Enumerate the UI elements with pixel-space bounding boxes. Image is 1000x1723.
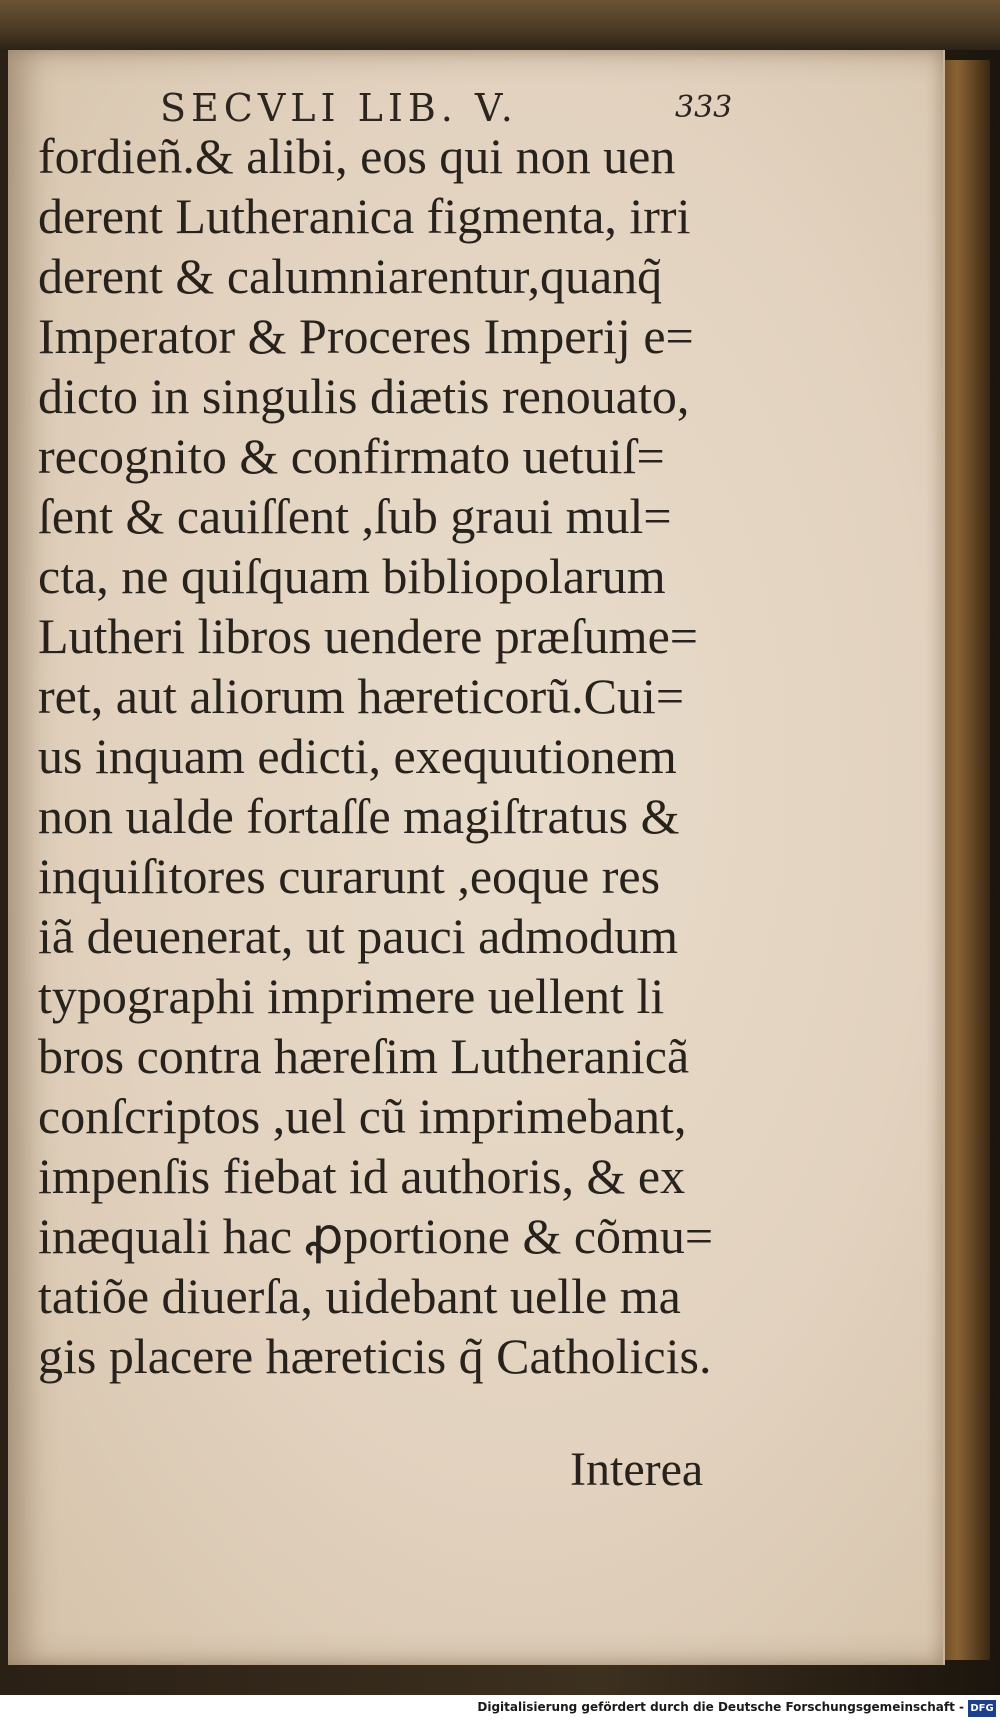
page-number: 333 <box>675 90 733 125</box>
text-line: gis placere hæreticis q̃ Catholicis. <box>38 1328 712 1384</box>
text-block <box>38 126 738 1386</box>
text-line: inæquali hac ꝓportione & cõmu= <box>38 1208 714 1264</box>
text-line: iã deuenerat, ut pauci admodum <box>38 908 679 964</box>
dfg-logo: DFG <box>968 1700 996 1717</box>
text-line: fordieñ.& alibi, eos qui non uen <box>38 128 676 184</box>
text-line: Imperator & Proceres Imperij e= <box>38 308 694 364</box>
running-head: SECVLI LIB. V. <box>160 86 518 130</box>
text-line: tatiõe diuerſa, uidebant uelle ma <box>38 1268 681 1324</box>
text-line: us inquam edicti, exequutionem <box>38 728 677 784</box>
text-line: typographi imprimere uellent li <box>38 968 665 1024</box>
book-binding-top <box>0 0 1000 50</box>
text-line: impenſis fiebat id authoris, & ex <box>38 1148 686 1204</box>
text-line: recognito & confirmato uetuiſ= <box>38 428 665 484</box>
text-line: inquiſitores curarunt ,eoque res <box>38 848 661 904</box>
text-line: derent & calumniarentur,quanq̃ <box>38 248 663 304</box>
digitization-footer <box>0 1695 1000 1723</box>
text-line: ſent & cauiſſent ,ſub graui mul= <box>38 488 672 544</box>
text-line: non ualde fortaſſe magiſtratus & <box>38 788 680 844</box>
text-line: dicto in singulis diætis renouato, <box>38 368 690 424</box>
text-line: derent Lutheranica figmenta, irri <box>38 188 691 244</box>
text-line: cta, ne quiſquam bibliopolarum <box>38 548 666 604</box>
catchword: Interea <box>570 1443 704 1496</box>
text-line: conſcriptos ,uel cũ imprimebant, <box>38 1088 687 1144</box>
funding-credit: Digitalisierung gefördert durch die Deutsche Forschungsgemeinschaft - <box>477 1700 964 1714</box>
text-line: ret, aut aliorum hæreticorũ.Cui= <box>38 668 685 724</box>
text-line: bros contra hæreſim Lutheranicã <box>38 1028 690 1084</box>
text-line: Lutheri libros uendere præſume= <box>38 608 698 664</box>
